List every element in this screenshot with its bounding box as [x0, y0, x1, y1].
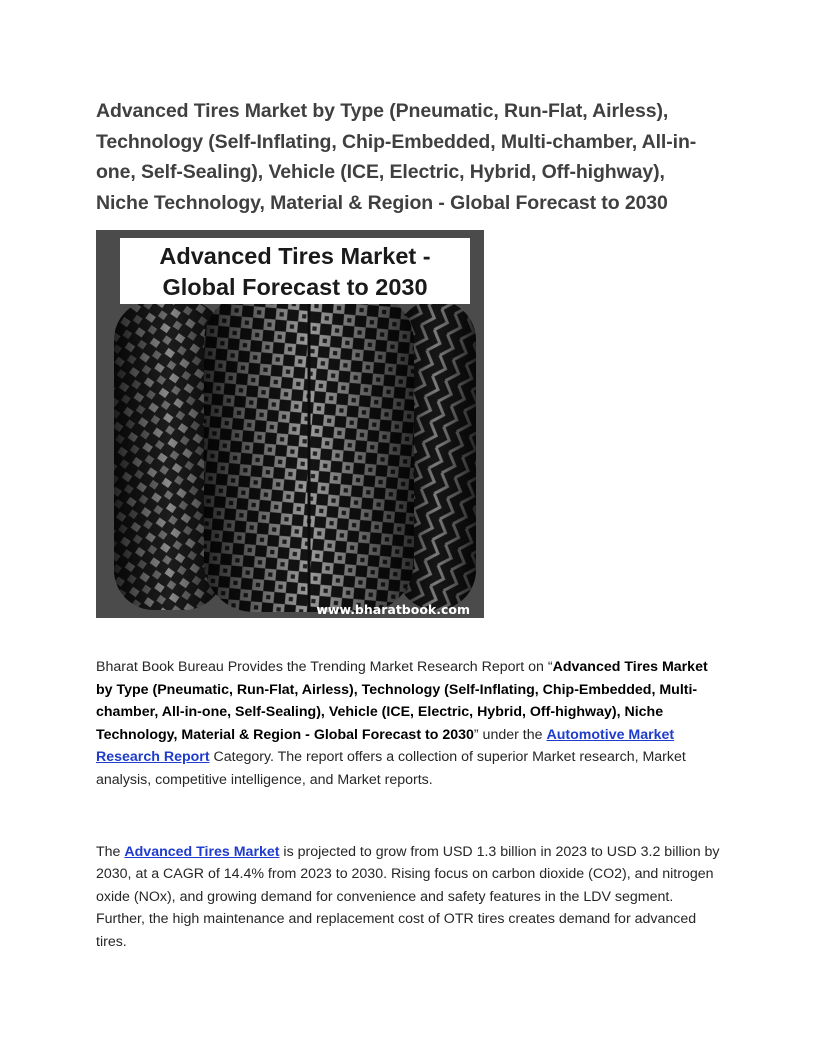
- summary-paragraph: [96, 841, 720, 954]
- document-page: [96, 96, 720, 954]
- report-cover-image: [96, 230, 484, 618]
- intro-lead: Bharat Book Bureau Provides the Trending Market Research Report on “: [96, 659, 553, 675]
- automotive-category-link[interactable]: Automotive Market Research Report: [96, 726, 675, 766]
- cover-banner-line-2: Global Forecast to 2030: [162, 274, 428, 300]
- cover-banner: [120, 238, 470, 304]
- intro-mid: ” under the: [473, 726, 547, 743]
- summary-body: is projected to grow from USD 1.3 billion in 2023 to USD 3.2 billion by 2030, at a CAGR of 14.4% from 2023 to 2030. Rising focus on carbon dioxide (CO2), and nitrogen oxide (NOx), and growing demand for convenience and safety features in the LDV segment. Further, the high maintenance and replacement cost of OTR tires creates demand for advanced tires.: [96, 843, 720, 950]
- cover-banner-line-1: Advanced Tires Market -: [159, 243, 431, 269]
- summary-lead: The: [96, 843, 125, 860]
- intro-tail: Category. The report offers a collection of superior Market research, Market analysis, competitive intelligence, and Market reports.: [96, 749, 686, 788]
- watermark-url: www.bharatbook.com: [316, 602, 470, 617]
- intro-paragraph: [96, 656, 720, 792]
- report-title: Advanced Tires Market by Type (Pneumatic, Run-Flat, Airless), Technology (Self-Inflating, Chip-Embedded, Multi-chamber, All-in-one, Self-Sealing), Vehicle (ICE, Electric, Hybrid, Off-highway), Niche Technology, Material & Region - Global Forecast to 2030: [96, 100, 697, 214]
- advanced-tires-market-link[interactable]: Advanced Tires Market: [124, 843, 280, 860]
- intro-report-title: Advanced Tires Market by Type (Pneumatic, Run-Flat, Airless), Technology (Self-Inflating, Chip-Embedded, Multi-chamber, All-in-one, Self-Sealing), Vehicle (ICE, Electric, Hybrid, Off-highway), Niche Technology, Material & Region - Global Forecast to 2030: [96, 659, 708, 743]
